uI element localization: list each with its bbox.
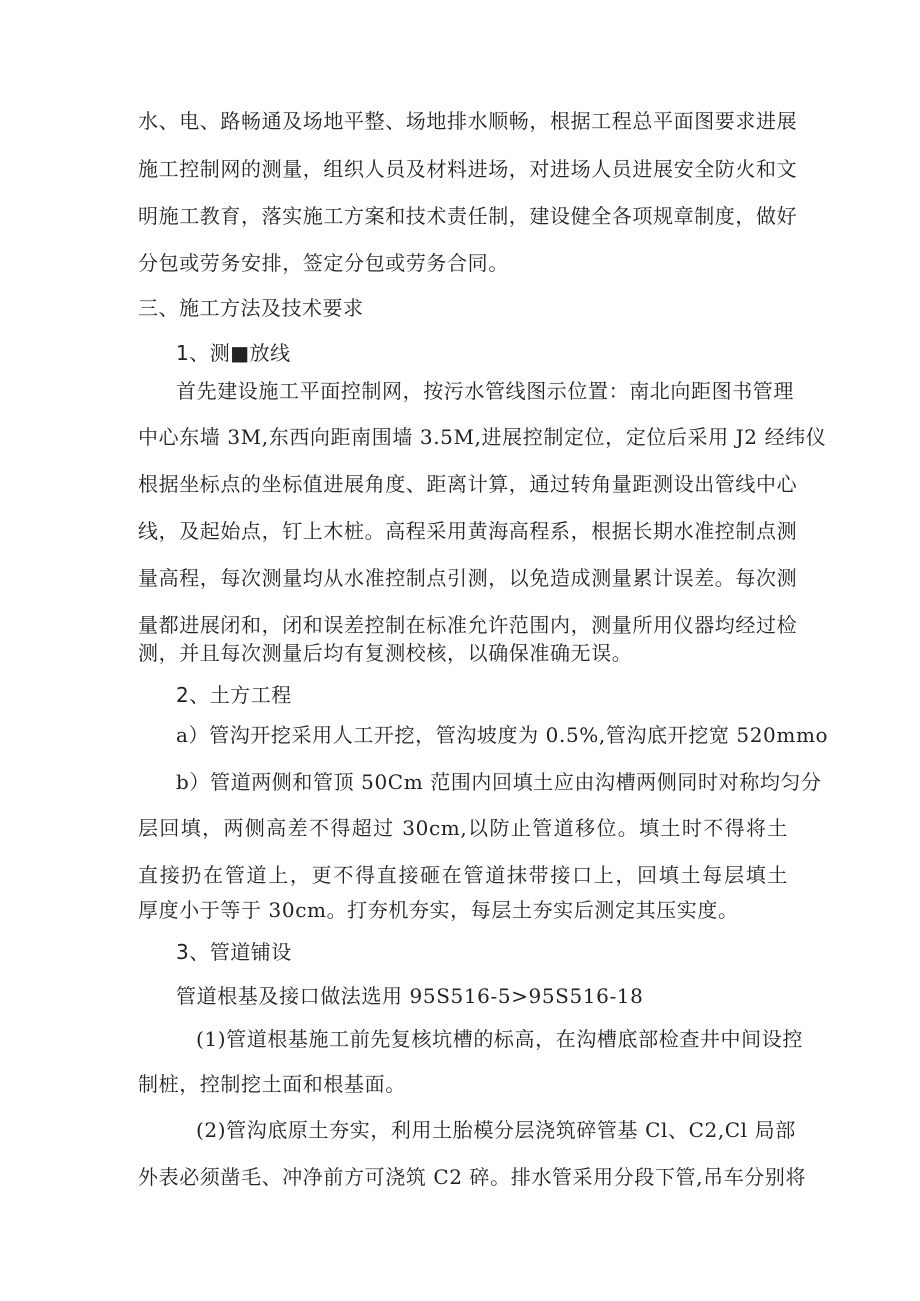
text-line: 层回填，两侧高差不得超过 30cm,以防止管道移位。填土时不得将土 — [138, 816, 788, 840]
text-line: 直接扔在管道上，更不得直接砸在管道抹带接口上，回填土每层填土 — [138, 863, 788, 887]
text-line: 水、电、路畅通及场地平整、场地排水顺畅，根据工程总平面图要求进展 — [138, 109, 798, 133]
text-line: 测，并且每次测量后均有复测校核，以确保准确无误。 — [138, 641, 633, 665]
text-line: 分包或劳务安排，签定分包或劳务合同。 — [138, 251, 509, 275]
text-line: 线，及起始点，钉上木桩。高程采用黄海高程系，根据长期水准控制点测 — [138, 519, 798, 543]
text-line: 根据坐标点的坐标值进展角度、距离计算，通过转角量距测设出管线中心 — [138, 472, 798, 496]
text-line: 量高程，每次测量均从水准控制点引测，以免造成测量累计误差。每次测 — [138, 566, 798, 590]
text-line: 外表必须凿毛、冲净前方可浇筑 C2 碎。排水管采用分段下管,吊车分别将 — [138, 1165, 807, 1189]
text-line: 首先建设施工平面控制网，按污水管线图示位置：南北向距图书管理 — [176, 379, 794, 403]
text-line: (2)管沟底原土夯实，利用土胎模分层浇筑碎管基 Cl、C2,Cl 局部 — [196, 1118, 796, 1142]
text-line: 中心东墙 3M,东西向距南围墙 3.5M,进展控制定位，定位后采用 J2 经纬仪 — [138, 425, 827, 449]
text-line: 明施工教育，落实施工方案和技术责任制，建设健全各项规章制度，做好 — [138, 204, 798, 228]
text-line: (1)管道根基施工前先复核坑槽的标高，在沟槽底部检查井中间设控 — [196, 1027, 803, 1051]
subsection-heading: 1、测■放线 — [176, 341, 291, 365]
text-line: 管道根基及接口做法选用 95S516-5>95S516-18 — [176, 984, 644, 1008]
section-heading: 三、施工方法及技术要求 — [138, 296, 364, 320]
text-line: 量都进展闭和，闭和误差控制在标准允许范围内，测量所用仪器均经过检 — [138, 613, 798, 637]
subsection-heading: 3、管道铺设 — [176, 940, 292, 964]
text-line: b）管道两侧和管顶 50Cm 范围内回填土应由沟槽两侧同时对称均匀分 — [176, 770, 822, 794]
text-line: 施工控制网的测量，组织人员及材料进场，对进场人员进展安全防火和文 — [138, 157, 798, 181]
text-line: 厚度小于等于 30cm。打夯机夯实，每层土夯实后测定其压实度。 — [138, 898, 739, 922]
text-line: 制桩，控制挖土面和根基面。 — [138, 1072, 406, 1096]
text-line: a）管沟开挖采用人工开挖，管沟坡度为 0.5%,管沟底开挖宽 520mmo — [176, 723, 829, 747]
subsection-heading: 2、土方工程 — [176, 683, 292, 707]
